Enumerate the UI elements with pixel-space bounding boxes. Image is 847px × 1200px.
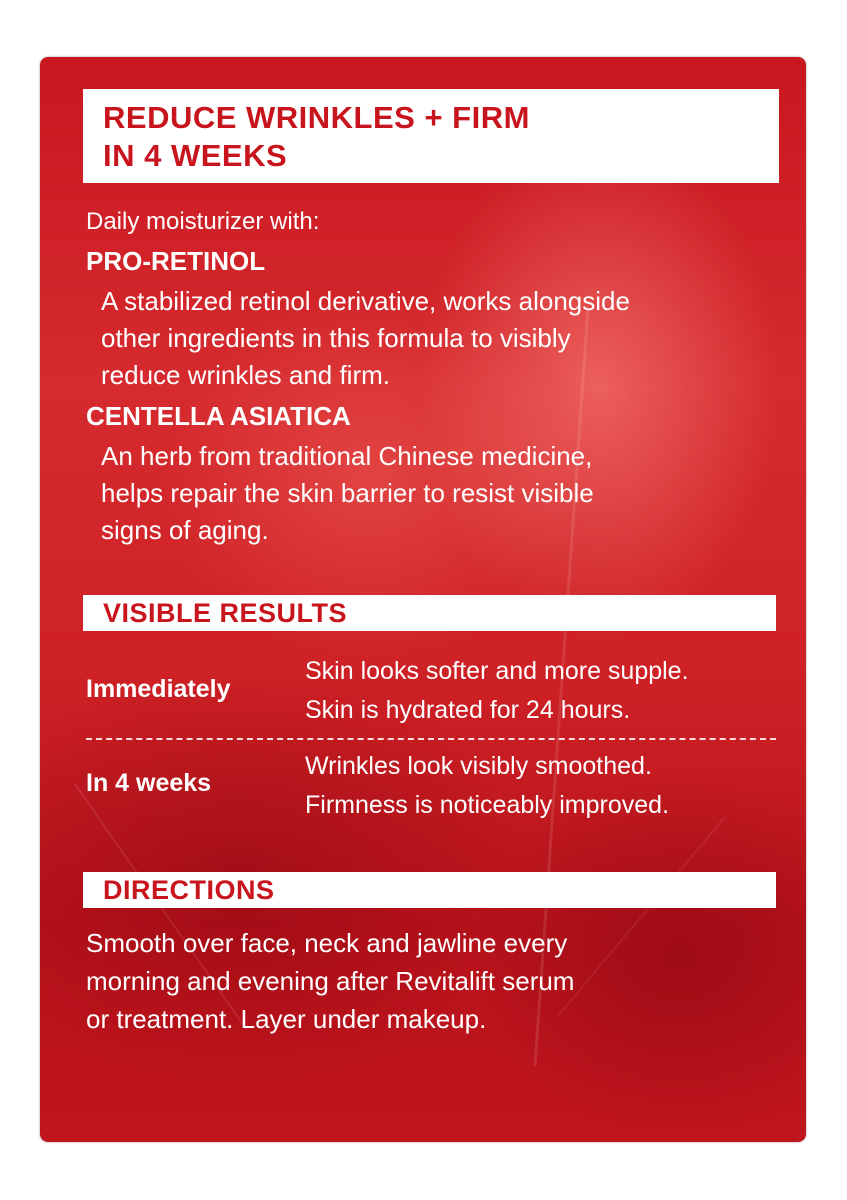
directions-line: Smooth over face, neck and jawline every: [86, 928, 568, 958]
ingredient-description-line: other ingredients in this formula to visibly: [101, 323, 571, 353]
ingredient-description-line: reduce wrinkles and firm.: [101, 360, 390, 390]
directions-line: morning and evening after Revitalift serum: [86, 966, 575, 996]
ingredient-description-line: A stabilized retinol derivative, works alongside: [101, 286, 630, 316]
directions-heading-band: [83, 872, 776, 908]
directions-heading: DIRECTIONS: [103, 875, 275, 905]
intro-text: Daily moisturizer with:: [86, 208, 320, 235]
results-divider: [86, 738, 776, 740]
results-row-label: In 4 weeks: [86, 769, 212, 797]
results-heading-band: [83, 595, 776, 631]
results-row-line: Skin is hydrated for 24 hours.: [305, 696, 631, 724]
results-row-line: Skin looks softer and more supple.: [305, 657, 689, 685]
results-row-line: Wrinkles look visibly smoothed.: [305, 752, 652, 780]
directions-line: or treatment. Layer under makeup.: [86, 1004, 487, 1034]
ingredient-description-line: An herb from traditional Chinese medicine,: [101, 441, 593, 471]
title-band: [83, 89, 779, 183]
results-heading: VISIBLE RESULTS: [103, 598, 348, 628]
decorative-leaf-vein: [557, 817, 726, 1017]
ingredient-name: CENTELLA ASIATICA: [86, 401, 351, 431]
product-info-panel: [40, 57, 806, 1142]
ingredient-description-line: helps repair the skin barrier to resist visible: [101, 478, 594, 508]
results-row-label: Immediately: [86, 675, 231, 703]
results-row-line: Firmness is noticeably improved.: [305, 791, 670, 819]
ingredient-description-line: signs of aging.: [101, 515, 269, 545]
title-line-2: IN 4 WEEKS: [103, 138, 288, 173]
title-line-1: REDUCE WRINKLES + FIRM: [103, 100, 530, 135]
ingredient-name: PRO-RETINOL: [86, 246, 266, 276]
